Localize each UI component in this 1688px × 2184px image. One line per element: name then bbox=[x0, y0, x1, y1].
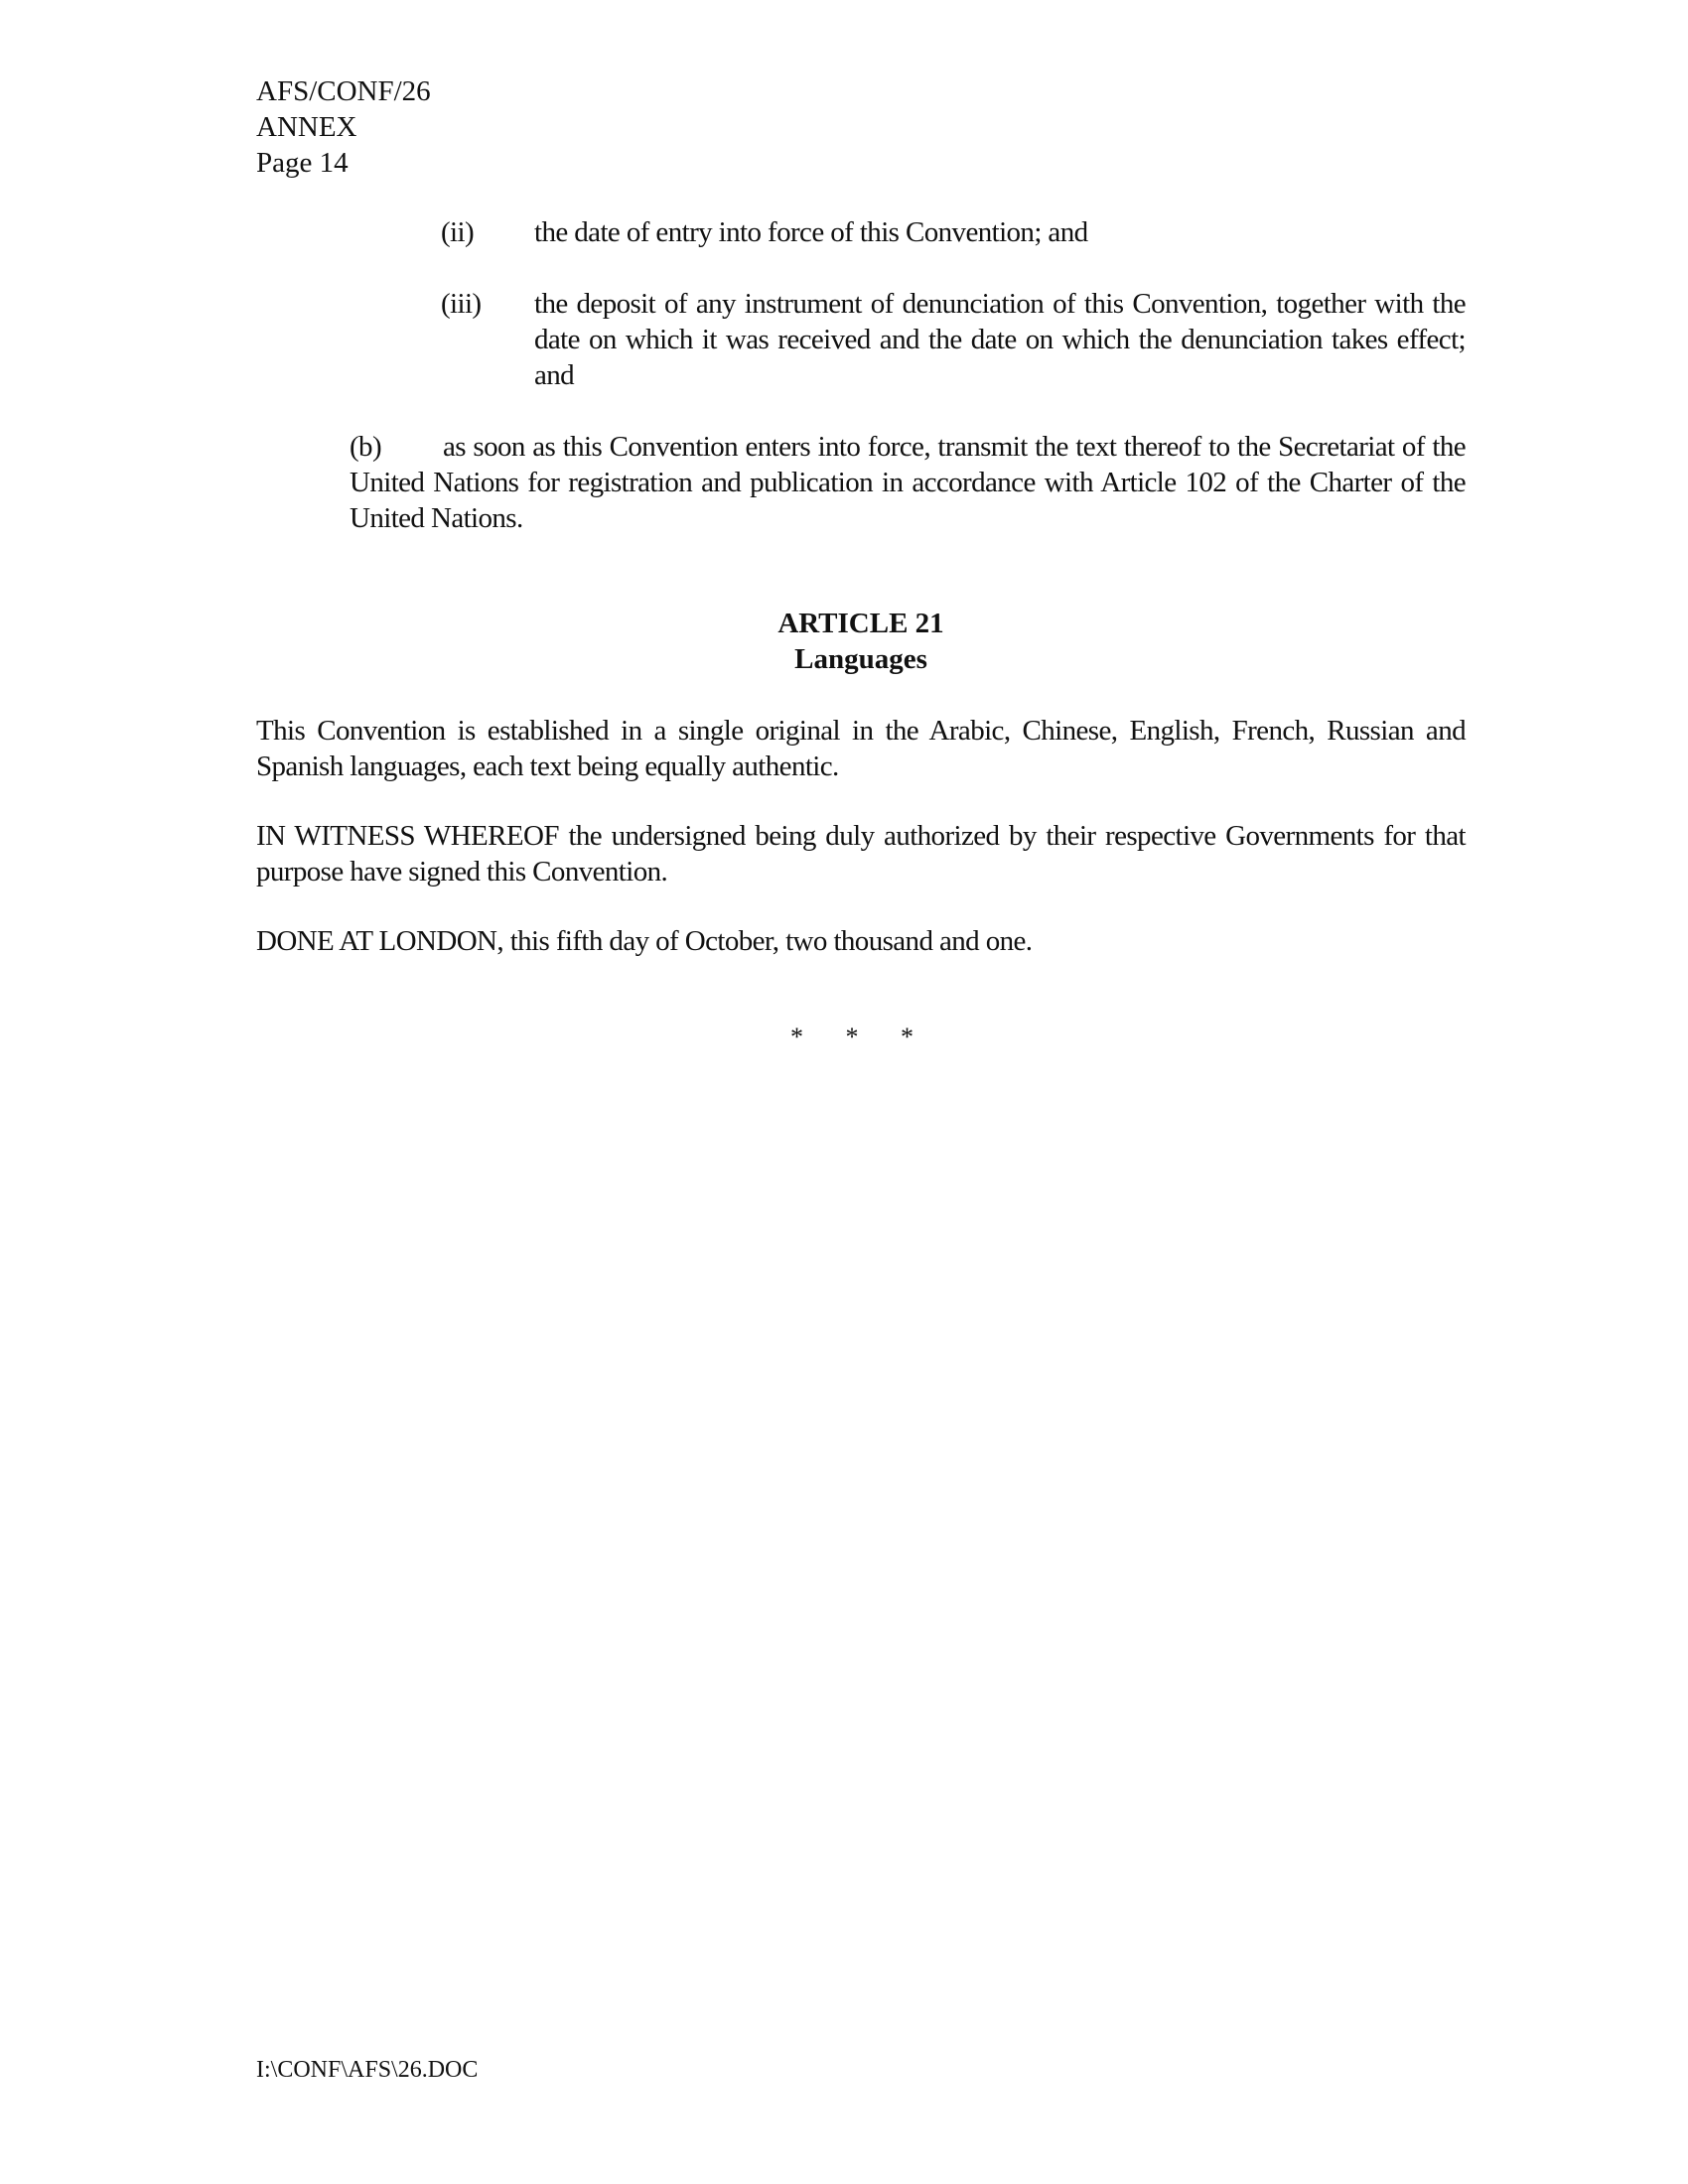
paragraph-done-at: DONE AT LONDON, this fifth day of October, two thousand and one. bbox=[256, 925, 1033, 957]
article-title: Languages bbox=[794, 643, 927, 675]
page-number: Page 14 bbox=[256, 147, 349, 179]
list-item-ii bbox=[441, 214, 1466, 250]
footer-file-path: I:\CONF\AFS\26.DOC bbox=[256, 2057, 479, 2083]
list-item-iii bbox=[441, 286, 1466, 393]
subparagraph-label: (b) bbox=[350, 431, 382, 463]
article-heading bbox=[256, 606, 1466, 677]
item-number: (ii) bbox=[441, 216, 475, 248]
item-text: the deposit of any instrument of denunciation of this Convention, together with the date on which it was received and the date on which the denunciation takes effect; and bbox=[534, 288, 1466, 391]
subparagraph-text: as soon as this Convention enters into force, transmit the text thereof to the Secretariat of the United Nations for registration and publication in accordance with Article 102 of the Charter of the United Nations. bbox=[350, 431, 1466, 534]
page-header bbox=[256, 73, 431, 181]
end-of-document-mark: * * * bbox=[790, 1023, 931, 1051]
subparagraph-b bbox=[350, 429, 1466, 536]
paragraph-languages: This Convention is established in a single original in the Arabic, Chinese, English, French, Russian and Spanish languages, each text being equally authentic. bbox=[256, 715, 1466, 782]
item-number: (iii) bbox=[441, 288, 482, 320]
document-symbol: AFS/CONF/26 bbox=[256, 75, 431, 107]
article-number: ARTICLE 21 bbox=[777, 608, 944, 639]
annex-label: ANNEX bbox=[256, 111, 357, 143]
paragraph-witness: IN WITNESS WHEREOF the undersigned being duly authorized by their respective Governments for that purpose have signed this Convention. bbox=[256, 820, 1466, 887]
item-text: the date of entry into force of this Convention; and bbox=[534, 216, 1088, 248]
